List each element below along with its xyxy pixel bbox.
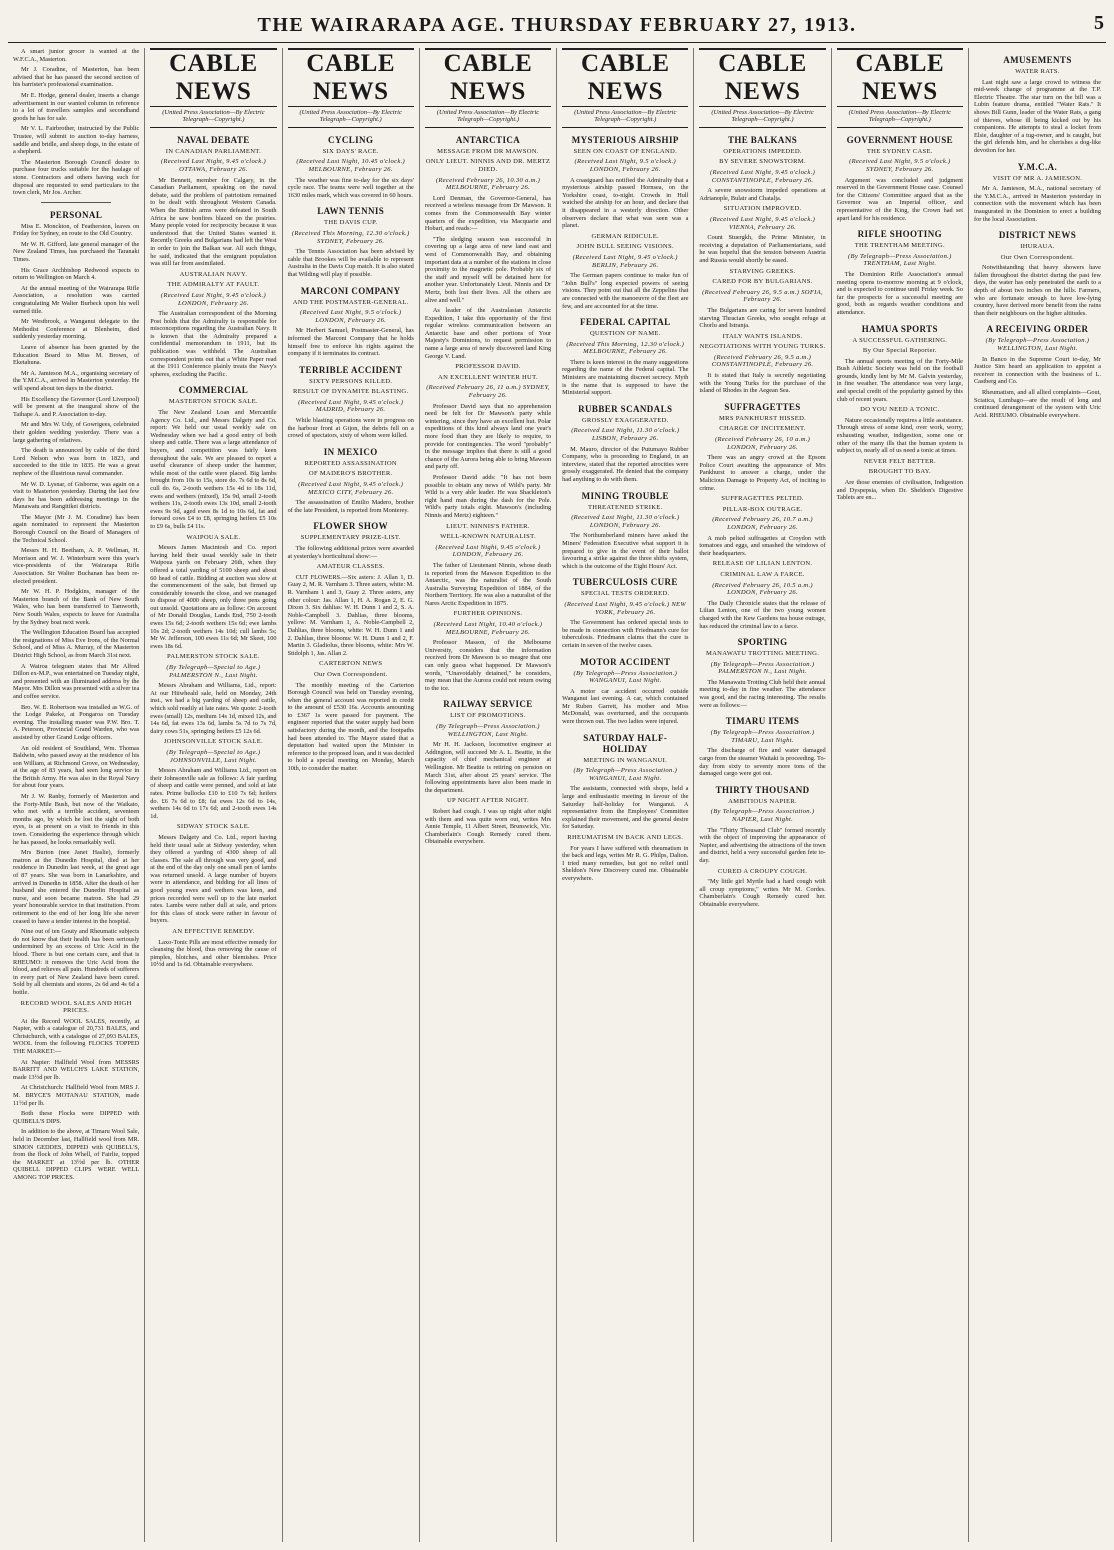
article-subheading: MASTERTON STOCK SALE.: [168, 398, 258, 406]
article-dateline: (Received February 26, 11 a.m.) SYDNEY, February 26.: [426, 384, 550, 400]
article-subheading: MEETING IN WANGANUI.: [583, 756, 668, 764]
column-head: CABLE NEWS: [837, 48, 963, 107]
article-dateline: (Received Last Night, 9.45 o'clock.) NEW YORK, February 26.: [564, 600, 687, 616]
article-heading: NAVAL DEBATE: [177, 134, 250, 145]
article-paragraph: Lord Denman, the Governor-General, has received a wireless message from Dr Mawson. It comes from the Commonwealth Bay winter quarters of the expedition, via Macquarie and Hobart, and reads:—: [424, 194, 552, 233]
article-heading: RUBBER SCANDALS: [578, 403, 673, 414]
article-dateline: (By Telegraph—Press Association.) WELLINGTON, Last Night.: [436, 723, 540, 738]
article-dateline: (By Telegraph—Press Association.) WANGANUI, Last Night.: [573, 669, 678, 685]
article-paragraph: The father of Lieutenant Ninnis, whose death is reported from the Mawson Expedition to the Antarctic, was the naturalist of the South Australia Surveying Expedition of 1884, of the Northern Territory. He was also a naturalist of the Nares Arctic Expedition in 1875.: [424, 561, 552, 607]
article-subheading: ONLY LIEUT. NINNIS AND DR. MERTZ DIED.: [425, 158, 551, 173]
article-paragraph: The Wellington Education Board has accepted the resignations of Miss Eve Irons, of the Normal School, and of Miss A. Murray, of the Masterton District High School, as from March 31st next.: [13, 629, 140, 659]
article-paragraph: At the Record WOOL SALES, recently, at Napier, with a catalogue of 20,731 BALES, and Christchurch, with a catalogue of 27,093 BALES, WOOL from the following FLOCKS TOPPED THE MARKET:—: [13, 1017, 140, 1056]
article-subheading: PILLAR-BOX OUTRAGE.: [722, 505, 803, 513]
article-paragraph: Are those enemies of civilisation, Indigestion and Dyspepsia, when Dr. Sheldon's Digestive Tablets are en...: [836, 479, 963, 502]
article-paragraph: Rheumatism, and all allied complaints—Gout, Sciatica, Lumbago—are the result of long and continued derangement of the system with Uric Acid. RHEUMO. Obtainable everywhere.: [973, 389, 1101, 419]
article-dateline: (Received Last Night, 9.45 o'clock.) OTTAWA, February 26.: [160, 158, 266, 173]
article-dateline: (Received Last Night, 10.45 o'clock.) MELBOURNE, February 26.: [296, 158, 406, 173]
article-paragraph: Nature occasionally requires a little assistance. Through stress of some kind, over work, worry, exhausting weather, indigestion, some one or other of the many ills that the human system is subject to, nearly all of us need a tonic at times.: [836, 416, 963, 455]
article-paragraph: In Banco in the Supreme Court to-day, Mr Justice Sim heard an application to appoint a receiver in connection with the business of L. Castberg and Co.: [973, 355, 1101, 386]
article-subheading: CRIMINAL LAW A FARCE.: [720, 570, 805, 578]
newspaper-columns: [8, 48, 1106, 1542]
press-credit: (United Press Association—By Electric Telegraph—Copyright.): [150, 109, 276, 128]
section-divider: [41, 202, 111, 203]
article-dateline: (Received This Morning, 12.30 o'clock.) MELBOURNE, February 26.: [566, 340, 685, 356]
article-dateline: (By Telegraph—Special to Age.) JOHNSONVILLE, Last Night.: [166, 748, 261, 764]
article-dateline: (By Telegraph—Press Association.) WANGANUI, Last Night.: [573, 767, 678, 782]
article-paragraph: The following additional prizes were awarded at yesterday's horticultural show:—: [287, 545, 414, 560]
article-paragraph: Mr W. H. P. Hodgkins, manager of the Masterton branch of the Bank of New South Wales, who has been transferred to Tamworth, New South Wales, expects to leave for Australia by the Sydney boat next week.: [13, 588, 140, 626]
article-subheading: IHURAUA.: [1020, 243, 1055, 251]
article-dateline: (Received February 26, 10.30 a.m.) MELBOURNE, February 26.: [435, 176, 541, 192]
article-dateline: (Received Last Night, 11.30 o'clock.) LISBON, February 26.: [571, 427, 680, 443]
article-paragraph: At Christchurch: Hallfield Wool from MRS J. M. BRYCE'S MOTANAU STATION, made 11½d per lb.: [13, 1084, 140, 1107]
article-paragraph: Messrs H. H. Beetham, A. P. Wellman, H. Morrison and W. J. Winterburn were this year's vice-presidents of the Wairarapa Rifle Association. Sir Walter Buchanan has been re-elected president.: [13, 547, 140, 585]
article-subheading: WAIPOUA SALE.: [186, 533, 241, 541]
article-paragraph: The Northumberland miners have asked the Miners' Federation Executive what support it is prepared to give in the event of their ballot favouring a strike against the three shifts system, which is the outcome of the Eight Hours' Act.: [562, 532, 689, 570]
article-subheading: SPECIAL TESTS ORDERED.: [581, 590, 670, 598]
article-subheading: RESULT OF DYNAMITE BLASTING.: [293, 388, 409, 396]
article-paragraph: The Mayor (Mr J. M. Coradine) has been again nominated to represent the Masterton Borough Council on the Board of Managers of the Technical School.: [13, 513, 140, 544]
article-heading: RIFLE SHOOTING: [857, 229, 943, 240]
article-subheading: PROFESSOR DAVID.: [455, 363, 521, 371]
article-paragraph: The German papers continue to make fun of "John Bull's" long expected powers of seeing visions. They point out that all the Zeppelins that are connected with the manoeuvre of the fleet are few, and are accounted for at the time.: [562, 272, 689, 310]
article-subheading: CURED A CROUPY COUGH.: [717, 867, 808, 875]
article-subheading: RHEUMATISM IN BACK AND LEGS.: [567, 834, 684, 841]
article-heading: ANTARCTICA: [455, 134, 521, 145]
article-subheading: LIEUT. NINNIS'S FATHER.: [446, 522, 530, 530]
article-subheading: SEEN ON COAST OF ENGLAND.: [573, 147, 678, 155]
article-paragraph: The Dominion Rifle Association's annual meeting opens to-morrow morning at 9 o'clock, and is expected to continue until Friday week. So far the prospects for a successful meeting are good, both as regards weather conditions and attendance.: [836, 270, 963, 316]
article-subheading: MANAWATU TROTTING MEETING.: [705, 650, 820, 658]
article-subheading: SITUATION IMPROVED.: [723, 205, 802, 213]
article-paragraph: A mob pelted suffragettes at Croydon with tomatoes and eggs, and smashed the windows of their headquarters.: [699, 534, 826, 557]
article-paragraph: The death is announced by cable of the third Lord Nelson who was born in 1823, and succeeded to the title in 1835. He was a great nephew of the illustrious naval commander.: [13, 447, 140, 477]
article-heading: TERRIBLE ACCIDENT: [299, 364, 403, 375]
article-subheading: BY SEVERE SNOWSTORM.: [719, 158, 806, 166]
article-subheading: THE DAVIS CUP.: [324, 219, 378, 227]
article-heading: AMUSEMENTS: [1003, 55, 1072, 65]
article-paragraph: Mr Herbert Samuel, Postmaster-General, has informed the Marconi Company that he holds himself free to enforce his rights against the company if it terminates its contract.: [287, 327, 414, 358]
article-subheading: QUESTION OF NAME.: [589, 330, 661, 338]
article-heading: IN MEXICO: [323, 446, 378, 457]
article-paragraph: Mr Westbrook, a Wanganui delegate to the Methodist Conference at Blenheim, died suddenly yesterday morning.: [13, 318, 140, 341]
article-heading: SPORTING: [737, 637, 788, 648]
article-paragraph: Nine out of ten Gouty and Rheumatic subjects do not know that their health has been seriously undermined by an excess of Uric Acid in the blood. There is but one certain cure, and that is RHEUMO: it removes the Uric Acid from the blood, and relieves all pain. Hundreds of sufferers in every part of New Zealand have been cured. Sold by all chemists and stores, 2s 6d and 4s 6d a bottle.: [13, 928, 140, 996]
article-dateline: (Received Last Night, 9.45 o'clock.) MADRID, February 26.: [298, 398, 404, 414]
article-paragraph: The New Zealand Loan and Mercantile Agency Co. Ltd., and Messrs Dalgety and Co. report: We held our usual weekly sale on Wednesday when we had a good entry of both sheep and cattle. There was a large attendance of buyers, and competition was fairly keen throughout the sale. We are pleased to report a useful clearance of sheep under the hammer, while most of the cattle were placed. Big lambs brought from 10s to 15s, store do. 7s 6d to 8s 6d, cull do. 6s, 2-tooth wethers 15s 4d to 18s 11d, ewes and wethers (mixed), 15s 9d, small 2-tooth wethers 11s, 2-tooth ewes 13s 10d, small 2-tooth ewes 9s 9d, aged ewes 8s 1d to 10s 6d, fat and forward cows £4 to £8, springing heifers £5 10s to £9 6s, bulls £4 11s.: [150, 409, 277, 530]
article-heading: COMMERCIAL: [178, 385, 249, 396]
article-paragraph: It is stated that Italy is secretly negotiating with the Young Turks for the purchase of the island of Rhodes in the Aegean Sea.: [699, 372, 826, 395]
article-subheading: NEGOTIATIONS WITH YOUNG TURKS.: [699, 343, 826, 351]
article-subheading: CARED FOR BY BULGARIANS.: [712, 278, 813, 286]
article-paragraph: For years I have suffered with rheumatism in the back and legs, writes Mr R. G. Philps, Dalton. I tried many remedies, but got no relief until Sheldon's New Discovery cured me. Obtainable everywhere.: [562, 844, 689, 882]
article-paragraph: The Australian correspondent of the Morning Post holds that the Admiralty is responsible for misconceptions regarding the Australian Navy. It is known that the Admiralty prepared a confidential memorandum in 1911, but its publication was withheld. The Australian correspondent points out that a White Paper read at the 1911 Conference plainly treats the Navy's spheres, excluding the Pacific.: [150, 310, 277, 378]
article-subheading: AUSTRALIAN NAVY.: [179, 270, 248, 278]
article-subheading: BROUGHT TO BAY.: [868, 468, 931, 476]
article-subheading: GROSSLY EXAGGERATED.: [581, 416, 669, 424]
article-heading: FEDERAL CAPITAL: [579, 317, 671, 328]
article-paragraph: The "Thirty Thousand Club" formed recently with the object of improving the appearance of Napier, and advertising the attractions of the town and district, held a very successful garden fete to-day.: [699, 826, 826, 864]
article-dateline: (By Telegraph—Press Association.) WELLINGTON, Last Night.: [985, 337, 1090, 353]
article-paragraph: Messrs Abraham and Williams, Ltd., report: At our Hiiwheald sale, held on Monday, 24th inst., we had a big yarding of sheep and cattle, which sold readily at late rates. We quote: 2-tooth ewes (small) 12s, medium 14s 1d, mixed 12s, and 14s 6d, fat ewes 13s 6d, lambs 5s 7d to 7s 7d, dairy cows 51s, springing heifers £5 12s 6d.: [150, 682, 277, 735]
article-paragraph: The Masterton Borough Council desire to purchase four trucks suitable for the haulage of stone. Contractors and others having such for disposal are requested to send particulars to the town clerk, Mr Jos. Archer.: [13, 158, 140, 197]
article-subheading: SIX DAYS' RACE.: [322, 147, 379, 155]
newspaper-column: [283, 48, 420, 1542]
article-paragraph: Professor David adds: "It has not been possible to obtain any news of Wild's party. Mr Wild is a very able leader. He was Shackleton's right hand man during the dash for the Pole. Wild's party totals eight. Mawson's (including Ninnis and Mertz) eighteen.": [424, 473, 552, 519]
article-paragraph: A Wairoa telegram states that Mr Alfred Dillon ex-M.P., was entertained on Tuesday night, and presented with an illuminated address by the Mayor. Mrs Dillon was presented with a silver tea and coffee service.: [13, 662, 140, 700]
press-credit: (United Press Association—By Electric Telegraph—Copyright.): [425, 109, 551, 128]
article-dateline: (Received Last Night, 9.45 o'clock.) VIENNA, February 26.: [710, 215, 816, 231]
article-subheading: MRS PANKHURST HISSED.: [718, 414, 807, 422]
article-subheading: LIST OF PROMOTIONS.: [450, 712, 526, 720]
article-subheading: AMATEUR CLASSES.: [316, 563, 385, 571]
article-paragraph: The Bulgarians are caring for seven hundred starving Thracian Greeks, who sought refuge at Chorlu and Istranja.: [699, 306, 826, 330]
article-subheading: PALMERSTON STOCK SALE.: [167, 653, 260, 661]
article-paragraph: The weather was fine to-day for the six days' cycle race. The teams were well together at the 1630 miles mark, which was covered in 60 hours.: [287, 176, 414, 199]
article-paragraph: Leave of absence has been granted by the Education Board to Miss M. Brown, of Eketahuna.: [13, 344, 140, 367]
article-paragraph: Last night saw a large crowd to witness the mid-week change of programme at the T.P. Electric Theatre. The star turn on the bill was a Lubin feature drama, entitled "Water Rats." It shows Bill Gunn, leader of the Water Rats, a gang of thieves, whose ill being kicked out by his companions. He attempts to steal a locket from Elsie, daughter of a tug-owner, and is caught, but the girl defends him, and he cherishes a dog-like devotion for her.: [973, 78, 1101, 154]
article-paragraph: Both these Flocks were DIPPED with QUIBELL'S DIPS.: [13, 1110, 140, 1125]
article-heading: MYSTERIOUS AIRSHIP: [571, 134, 679, 145]
article-dateline: (Received This Morning, 12.30 o'clock.) SYDNEY, February 26.: [291, 229, 410, 245]
article-dateline: (Received February 26, 10.7 a.m.) LONDON, February 26.: [712, 516, 813, 531]
newspaper-column: [145, 48, 282, 1542]
article-paragraph: Mr A. Jamieson M.A., organising secretary of the Y.M.C.A., arrived in Masterton yesterday. He will spend about ten days in the district.: [13, 369, 140, 392]
article-subheading: WATER RATS.: [1015, 68, 1060, 75]
article-paragraph: M. Mauro, director of the Putumayo Rubber Company, who is proceeding to England, in an interview, stated that the reported atrocities were grossly exaggerated. He denied that the company had anything to do with them.: [562, 445, 689, 483]
article-heading: PERSONAL: [50, 209, 103, 220]
article-subheading: A SUCCESSFUL GATHERING.: [852, 336, 948, 344]
article-paragraph: At Napier: Hallfield Wool from MESSRS BARRITT AND WELCH'S LAKE STATION, made 13½d per lb.: [13, 1058, 140, 1081]
article-subheading: IN CANADIAN PARLIAMENT.: [165, 147, 262, 155]
article-subheading: FURTHER OPINIONS.: [453, 610, 523, 618]
article-subheading: WELL-KNOWN NATURALIST.: [440, 533, 536, 541]
article-heading: SATURDAY HALF-HOLIDAY: [583, 732, 668, 754]
article-paragraph: A motor car accident occurred outside Wanganui last evening. A car, which contained Mr Ruben Garrett, his mother and Miss McDonald, was overturned, and the occupants were thrown out. The two ladies were injured.: [562, 687, 689, 726]
article-paragraph: Mr W. H. Gifford, late general manager of the New Zealand Times, has purchased the Taranaki Times.: [13, 240, 140, 264]
article-dateline: (Received Last Night, 11.30 o'clock.) LONDON, February 26.: [571, 514, 680, 529]
article-paragraph: The discharge of fire and water damaged cargo from the steamer Waitaki is proceeding. To-day from sixty to seventy more tons of the damaged cargo were got out.: [699, 747, 826, 778]
newspaper-column: [969, 48, 1106, 1542]
article-paragraph: At the annual meeting of the Wairarapa Rifle Association, a resolution was carried congratulating Mr Walter Burbeck upon his well earned title.: [13, 284, 140, 315]
article-paragraph: An old resident of Southland, Wm. Thomas Baldwin, who passed away at the residence of his son William, at Richmond Grove, on Wednesday, at the age of 83 years, had seen long service in the British Army. He was also in the Royal Navy for about four years.: [13, 744, 140, 790]
article-paragraph: Count Stuergkh, the Prime Minister, in receiving a deputation of Parliamentarians, said he was hopeful that the tension between Austria and Russia would shortly be eased.: [699, 234, 826, 264]
article-paragraph: Professor Masson, of the Melbourne University, considers that the information received from Dr Mawson is so meagre that one can only guess what happened. Dr Mawson's words, "Unavoidably detained," he considers, may mean that the Aurora could not return owing to the ice.: [424, 639, 552, 692]
article-dateline: (By Telegraph—Press Association.) PALMERSTON N., Last Night.: [710, 660, 815, 676]
article-paragraph: There was an angry crowd at the Epsom Police Court awaiting the appearance of Mrs Pankhurst to answer a charge, under the Malicious Damage to Property Act, of inciting to crime.: [699, 454, 826, 492]
article-dateline: (Received Last Night, 10.40 o'clock.) MELBOURNE, February 26.: [433, 621, 543, 636]
article-dateline: (Received Last Night, 9.5 o'clock.) LONDON, February 26.: [574, 158, 676, 173]
article-dateline: (Received Last Night, 9.45 o'clock.) BERLIN, February 26.: [572, 253, 678, 269]
column-head: CABLE NEWS: [699, 48, 825, 107]
masthead: [8, 8, 1106, 43]
article-heading: MOTOR ACCIDENT: [580, 656, 671, 667]
article-paragraph: Laxo-Tonic Pills are most effective remedy for cleansing the blood, thus removing the cause of pimples, blotches, and other blemishes. Price 10½d and 1s 6d. Obtainable everywhere.: [150, 938, 277, 969]
article-paragraph: Miss E. Monckton, of Featherston, leaves on Friday for Sydney, en route to the Old Country.: [13, 222, 140, 238]
article-paragraph: Mr H. H. Jackson, locomotive engineer at Addington, will succeed Mr A. L. Beattie, in the capacity of chief mechanical engineer at Wellington. Mr Beattie is retiring on pension on March 31st, after about 25 years' service. The following appointments have also been made in the department.: [424, 741, 552, 794]
article-heading: MARCONI COMPANY: [300, 285, 401, 296]
article-paragraph: Mrs Burton (nee Janet Haslie), formerly matron at the Dunedin Hospital, died at her residence in Dunedin last week, at the great age of 87 years. She was born in Lanarkshire, and arrived in Dunedin in 1858. After the death of her husband she entered the Dunedin Hospital as nurse, and soon became matron. She had 29 years' honourable service in that institution. From retirement to the end of her long life she never ceased to have a tender interest in the hospital.: [13, 849, 140, 925]
article-subheading: Our Own Correspondent.: [1000, 253, 1075, 261]
article-heading: Y.M.C.A.: [1017, 161, 1058, 172]
article-heading: HAMUA SPORTS: [861, 323, 938, 334]
article-paragraph: Mr J. W. Ranby, formerly of Masterton and the Forty-Mile Bush, but now of the Waikato, who met with a terrible accident, seventeen months ago, by which he lost the sight of both eyes, is at present on a visit to friends in this town. Considering the experience through which he has passed, he looks remarkably well.: [13, 793, 140, 846]
press-credit: (United Press Association—By Electric Telegraph—Copyright.): [837, 109, 963, 128]
article-heading: CYCLING: [328, 134, 374, 145]
article-subheading: RECORD WOOL SALES AND HIGH PRICES.: [20, 999, 132, 1015]
article-dateline: (Received February 26, 9.5 a.m.) SOFIA, February 26.: [702, 288, 823, 304]
article-dateline: (Received February 26, 9.5 a.m.) CONSTANTINOPLE, February 26.: [711, 353, 814, 369]
article-subheading: SUFFRAGETTES PELTED.: [721, 495, 804, 503]
article-subheading: SIXTY PERSONS KILLED.: [309, 377, 393, 385]
article-heading: FLOWER SHOW: [313, 521, 389, 532]
article-dateline: (Received February 26, 10.5 a.m.) LONDON, February 26.: [712, 581, 813, 597]
article-subheading: REPORTED ASSASSINATION: [304, 459, 397, 467]
article-heading: RAILWAY SERVICE: [443, 699, 533, 710]
article-subheading: ITALY WANTS ISLANDS.: [722, 332, 803, 340]
article-paragraph: Messrs Dalgety and Co. Ltd., report having held their usual sale at Sidway yesterday, when they offered a yarding of 4300 sheep of all classes. The sale all through was very good, and at the end of the day only one small pen of lambs was returned unsold. A large number of buyers were in attendance, and bidding for all lines of good young ewes and wethers was keen, and prices recorded were well up to the late market rates. Lambs were rather dull at sale, and prices for this class of stock were rather in favour of buyers.: [150, 833, 277, 925]
article-heading: THE BALKANS: [727, 134, 798, 145]
newspaper-column: [557, 48, 694, 1542]
article-heading: TIMARU ITEMS: [725, 716, 800, 727]
press-credit: (United Press Association—By Electric Telegraph—Copyright.): [288, 109, 414, 128]
article-paragraph: Messrs James Macintosh and Co. report having held their usual weekly sale in their Waipoua yards on February 26th, when they offered a total yarding of 5100 sheep and about 60 head of cattle. Bidding at auction was slow at the commencement of the sale, but firmed up considerably towards the close, and we managed to dispose of 4000 sheep, only three pens going out unsold. Quotations are as follow: On account of Mr Donald Douglas, Lands End, 750 2-tooth ewes 15s 6d; 2-tooth wethers 15s 6d; ewe lambs 10s 2d; 2-tooth wethers 14s 10d; cull lambs 5s; Mr W. Jefferson, 100 ewes 11s 6d; Mr Skeet, 100 ewes 18s 6d.: [150, 544, 277, 650]
article-dateline: (Received Last Night, 9.45 o'clock.) CONSTANTINOPLE, February 26.: [710, 169, 816, 184]
article-subheading: Our Own Correspondent.: [313, 670, 388, 678]
article-heading: SUFFRAGETTES: [724, 401, 801, 412]
article-dateline: (Received Last Night, 9.5 o'clock.) SYDNEY, February 26.: [849, 158, 951, 173]
newspaper-column: [694, 48, 831, 1542]
article-subheading: By Our Special Reporter.: [862, 347, 937, 355]
article-paragraph: The assassination of Emilio Madero, brother of the late President, is reported from Monterey.: [287, 499, 414, 514]
article-heading: TUBERCULOSIS CURE: [572, 577, 678, 588]
article-dateline: (Received Last Night, 9.45 o'clock.) LONDON, February 26.: [435, 543, 541, 559]
article-subheading: CARTERTON NEWS: [319, 660, 383, 668]
article-paragraph: Mr J. Coradine, of Masterton, has been advised that he has passed the second section of his barrister's professional examination.: [13, 66, 140, 89]
article-subheading: THREATENED STRIKE.: [587, 503, 663, 511]
newspaper-title: THE WAIRARAPA AGE. THURSDAY FEBRUARY 27, 1913.: [257, 14, 857, 36]
article-paragraph: The Tennis Association has been advised by cable that Brookes will be available to represent Australia in the Davis Cup match. It is also stated that Wilding will play if possible.: [287, 248, 414, 278]
article-paragraph: Mr A. Jamieson, M.A., national secretary of the Y.M.C.A., arrived in Masterton yesterday in connection with the movement which has been inaugurated in the Dominion to erect a building for the local Association.: [973, 185, 1101, 223]
article-subheading: OF MADERO'S BROTHER.: [308, 470, 393, 478]
article-subheading: THE ADMIRALTY AT FAULT.: [167, 281, 260, 289]
article-dateline: (Received Last Night, 9.45 o'clock.) LONDON, February 26.: [160, 291, 266, 307]
article-dateline: (By Telegraph—Press Association.) TRENTHAM, Last Night.: [848, 252, 952, 268]
article-subheading: DO YOU NEED A TONIC.: [860, 406, 940, 414]
article-heading: A RECEIVING ORDER: [986, 324, 1089, 335]
article-subheading: AN EXCELLENT WINTER HUT.: [438, 373, 538, 381]
article-subheading: CHARGE OF INCITEMENT.: [719, 425, 806, 433]
article-dateline: (By Telegraph—Press Association.) NAPIER, Last Night.: [710, 808, 815, 823]
article-subheading: AMBITIOUS NAPIER.: [728, 797, 797, 805]
article-subheading: AN EFFECTIVE REMEDY.: [172, 928, 255, 936]
article-subheading: VISIT OF MR A. JAMIESON.: [992, 174, 1083, 182]
article-subheading: NEVER FELT BETTER.: [863, 457, 936, 465]
article-subheading: UP NIGHT AFTER NIGHT.: [446, 797, 529, 805]
article-dateline: (By Telegraph—Special to Age.) PALMERSTON N., Last Night.: [166, 664, 261, 679]
column-head: CABLE NEWS: [425, 48, 551, 107]
article-paragraph: While blasting operations were in progress on the harbour front at Gijon, the debris fell on a crowd of spectators, sixty of whom were killed.: [287, 417, 414, 440]
article-paragraph: His Grace Archbishop Redwood expects to return to Wellington on March 4.: [13, 266, 140, 282]
article-paragraph: Mr and Mrs W. Udy, of Gowrigees, celebrated their golden wedding yesterday. There was a large gathering of relatives.: [13, 421, 140, 444]
article-paragraph: As leader of the Australasian Antarctic Expedition, I take this opportunity of the first regular wireless communication between an Antarctic base and other portions of Your Majesty's Dominions, to request permission to name a large area of newly discovered land King George V. Land.: [424, 307, 552, 360]
article-subheading: JOHN BULL SEEING VISIONS.: [576, 243, 674, 251]
article-subheading: AND THE POSTMASTER-GENERAL.: [292, 298, 409, 306]
article-paragraph: There is keen interest in the many suggestions regarding the name of the Federal capital. The Ministers are maintaining discreet secrecy. Myth is the name that is supposed to have the Ministerial support.: [562, 358, 689, 397]
article-paragraph: The Government has ordered special tests to be made in connection with Friedmann's cure for tuberculosis. Friedmann claims that the cure is certain in seven of the twelve cases.: [562, 619, 689, 649]
column-head: CABLE NEWS: [562, 48, 688, 107]
article-subheading: JOHNSONVILLE STOCK SALE.: [163, 738, 264, 746]
article-dateline: (Received Last Night, 9.45 o'clock.) MEXICO CITY, February 26.: [298, 481, 404, 496]
article-paragraph: A coastguard has notified the Admiralty that a mysterious airship passed Hornsea, on the Yorkshire coast, to-night. Crowds in Hull watched the airship for an hour, and declare that it disappeared in a westerly direction. Other observers declare that what was seen was a planet.: [562, 176, 689, 230]
article-paragraph: Mr V. L. Fairbrother, instructed by the Public Trustee, will submit to auction to-day harness, saddle and bridle, and sheep dogs, in the estate of a shepherd.: [13, 125, 140, 156]
article-paragraph: CUT FLOWERS.—Six asters: J. Allan 1, D. Guay 2, M. R. Varnham 3. Three asters, white: M. R. Varnham 1 and 3, Guay 2. Three asters, any other colour: Jas. Allan 1, H. A. Rogan 2, E. G. Dixon 3. Six dahlias: W. H. Dunn 1 and 2, S. A. Noble-Campbell 3. Dahlias, three blooms, yellow: M. Varnham 1, A. Noble-Campbell 2, Dahlias, three blooms, white: W. H. Dunn 1 and 2. Dahlias, three blooms: W. H. Dunn 1 and 2, F. Martin 3. Gladiolus, three blooms, white: Mrs W. Stidolph 1, Jas. Allan 2.: [287, 573, 414, 657]
article-subheading: RELEASE OF LILIAN LENTON.: [712, 560, 813, 568]
article-dateline: (Received February 26, 10 a.m.) LONDON, February 26.: [714, 436, 811, 451]
article-subheading: THE SYDNEY CASE.: [866, 147, 933, 155]
article-paragraph: His Excellency the Governor (Lord Liverpool) will be present at the inaugural show of the Taihape A. and P. Association to-day.: [13, 395, 140, 418]
article-paragraph: Bro. W. E. Robertson was installed as W.G. of the Lodge Pakeke, at Pongaroa on Tuesday evening. The installing master was P.W. Bro. T. A. Peterson, Provincial Grand Warden, who was assisted by other Grand Lodge officers.: [13, 703, 140, 741]
article-subheading: STARVING GREEKS.: [729, 267, 796, 275]
article-paragraph: In addition to the above, at Timaru Wool Sale, held in December last, Hallfield wool from MR. SIMON GEDDES, DIPPED with QUIBELL'S, from the flock of John Whell, of Fairlie, topped the MARKET at 13½d per lb. OTHER QUIBELL DIPPED CLIPS WERE WELL AMONG TOP PRICES.: [13, 1128, 140, 1181]
article-heading: DISTRICT NEWS: [998, 230, 1077, 241]
article-paragraph: "The sledging season was successful in covering up a large area of new land east and west of Commonwealth Bay, and obtaining important data at a number of the stations in close proximity to the magnetic pole. Probably six of the staff and myself will be detained here for another year. Unfortunately Lieut. Ninnis and Dr Mertz, both lost their lives. All the others are alive and well.": [424, 235, 552, 304]
article-paragraph: Messrs Abraham and Williams Ltd., report on their Johnsonville sale as follows: A fair yarding of sheep and cattle were penned, and sold at late rates. Prime bullocks £10 to £10 7s 6d; heifers do. £6 7s 6d to £8; fat ewes 12s 6d to 14s, wethers 14s 6d to 17s 6d; and 2-tooth ewes 14s 1d.: [150, 767, 277, 820]
article-heading: GOVERNMENT HOUSE: [846, 134, 954, 145]
article-subheading: OPERATIONS IMPEDED.: [723, 147, 802, 155]
article-paragraph: The Manawatu Trotting Club held their annual meeting to-day in fine weather. The attendance was good, and the racing interesting. The results were as follows:—: [699, 678, 826, 709]
article-paragraph: Argument was concluded and judgment reserved in the Government House case. Counsel for the Citizens' Committee argued that as the Governor was an Imperial officer, and representative of the King, the Crown had set apart land for his residence.: [836, 176, 963, 222]
article-paragraph: A smart junior grocer is wanted at the W.F.C.A., Masterton.: [13, 48, 140, 63]
article-paragraph: A severe snowstorm impeded operations at Adrianople, Bulair and Chatalja.: [699, 187, 826, 202]
article-subheading: SIDWAY STOCK SALE.: [176, 823, 250, 831]
article-paragraph: Notwithstanding that heavy showers have fallen throughout the district during the past few days, the water has only penetrated the earth to a depth of about two inches on the hills. Farmers, who are fortunate enough to have low-lying country, have derived more benefit from the rains than their neighbours on the higher altitudes.: [973, 264, 1101, 317]
press-credit: (United Press Association—By Electric Telegraph—Copyright.): [699, 109, 825, 128]
article-paragraph: The Daily Chronicle states that the release of Lilian Lenton, one of the two young women charged with the Kew Gardens tea house outrage, has reduced the criminal law to a farce.: [699, 599, 826, 630]
article-paragraph: Mr E. Hodge, general dealer, inserts a change advertisement in our wanted column in reference to a lot of travellers samples and secondhand goods he has for sale.: [13, 91, 140, 122]
article-paragraph: Mr Bennett, member for Calgary, in the Canadian Parliament, speaking on the naval debate, said the problem of patriotism remained to be dealt with throughout Western Canada. When the British arms were defeated in South Africa he saw bonfires blazed on the prairies. Many people voted for reciprocity because it was understood that the United States wanted it. Recently Greeks and Bulgarians had left the West in order to join the Balkan war. All such things, he said, indicated that the emigrant population was still far from assimilated.: [150, 176, 277, 268]
article-paragraph: The assistants, connected with shops, held a large and enthusiastic meeting in favour of the Saturday half-holiday for Wanganui. A representative from the Employees' Committee explained their movement, and the general desire for Saturday.: [562, 785, 689, 831]
article-paragraph: Professor David says that no apprehension need be felt for Dr Mawson's party while wintering, since they have an excellent hut. Polar expeditions of this kind always land one year's more food than they are likely to require, to provide for contingencies. The word "probably" in the message implies that there is still a good chance of the Aurora being able to bring Mawson and party off.: [424, 402, 552, 471]
column-head: CABLE NEWS: [288, 48, 414, 107]
newspaper-column: [8, 48, 145, 1542]
newspaper-column: [832, 48, 969, 1542]
article-subheading: GERMAN RIDICULE.: [591, 232, 659, 240]
article-paragraph: The monthly meeting of the Carterton Borough Council was held on Tuesday evening, when the general account was reported in credit to the amount of £530 16s. Accounts amounting to £367 1s were passed for payment. The engineer reported that the water supply had been satisfactory during the month, and the footpaths had been attended to. The Mayor stated that a deputation had waited upon the Minister in reference to the proposed loan, and it was decided to hold a special meeting on Monday, March 10th, to consider the matter.: [287, 681, 414, 773]
column-head: CABLE NEWS: [150, 48, 276, 107]
newspaper-column: [420, 48, 557, 1542]
article-heading: THIRTY THOUSAND: [715, 784, 810, 795]
article-subheading: SUPPLEMENTARY PRIZE-LIST.: [300, 534, 401, 542]
press-credit: (United Press Association—By Electric Telegraph—Copyright.): [562, 109, 688, 128]
article-paragraph: Mr W. D. Lysnar, of Gisborne, was again on a visit to Masterton yesterday. During the last few days he has been addressing meetings in the Manawatu and Rangitikei districts.: [13, 480, 140, 511]
article-dateline: (Received Last Night, 9.5 o'clock.) LONDON, February 26.: [299, 309, 402, 324]
article-heading: LAWN TENNIS: [317, 206, 385, 217]
article-paragraph: "My little girl Myrtle had a hard cough with all croup symptoms," writes Mr M. Cordes. Chamberlain's Cough Remedy cured her. Obtainable everywhere.: [699, 878, 826, 908]
article-paragraph: The annual sports meeting of the Forty-Mile Bush Athletic Society was held on the football grounds, kindly lent by Mr M. Galvin yesterday, in fine weather. The attendance was very large, and special credit of the popularity gained by this club of recent years.: [836, 357, 963, 403]
article-dateline: (By Telegraph—Press Association.) TIMARU, Last Night.: [710, 729, 815, 744]
article-subheading: MESSAGE FROM DR MAWSON.: [437, 147, 539, 155]
article-heading: MINING TROUBLE: [581, 490, 669, 501]
article-paragraph: Robert had cough. I was up night after night with them and was quite worn out, writes Mrs Annie Temple, 11 Albert Street, Brunswick, Vic. Chamberlain's Cough Remedy cured them. Obtainable everywhere.: [424, 807, 552, 846]
article-subheading: THE TRENTHAM MEETING.: [854, 242, 945, 250]
page-number: 5: [1094, 12, 1104, 34]
